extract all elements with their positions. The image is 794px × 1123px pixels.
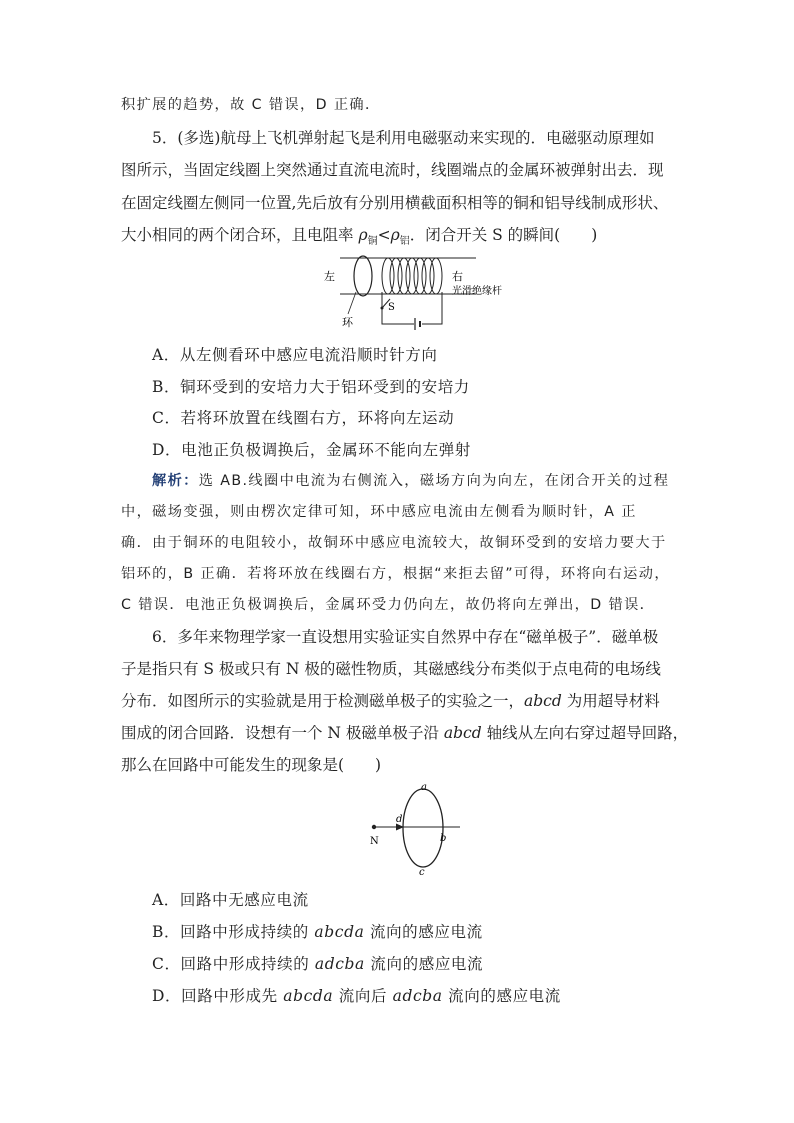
q5-line-1: 5．(多选)航母上飞机弹射起飞是利用电磁驱动来实现的．电磁驱动原理如 [152,129,655,147]
q6-line-3-pre: 分布．如图所示的实验就是用于检测磁单极子的实验之一， [121,692,525,710]
metal-ring [354,256,372,296]
rho-symbol: ρ [358,226,368,244]
label-n: N [370,836,379,847]
q6-option-d-pre: D．回路中形成先 [152,987,284,1005]
adcba-term: adcba [314,955,365,973]
q6-line-2: 子是指只有 S 极或只有 N 极的磁性物质，其磁感线分布类似于点电荷的电场线 [121,660,661,678]
label-a: a [421,782,427,793]
q5-line-4-pre: 大小相同的两个闭合环，且电阻率 [121,226,359,244]
q5-line-3: 在固定线圈左侧同一位置,先后放有分别用横截面积相等的铜和铝导线制成形状、 [121,194,669,212]
q6-option-d-post: 流向的感应电流 [442,987,561,1005]
abcda-term-2: abcda [283,987,334,1005]
adcba-term-2: adcba [392,987,443,1005]
q6-line-4 [121,723,688,743]
q6-option-d [152,986,561,1006]
monopole-loop-diagram [360,780,470,878]
label-ring: 环 [342,316,353,329]
coil-ring-diagram [318,252,520,332]
label-right: 右 [452,270,463,283]
label-left: 左 [324,270,335,283]
q6-option-b-pre: B．回路中形成持续的 [152,923,315,941]
q5-solution-line-2: 中，磁场变强，则由楞次定律可知，环中感应电流由左侧看为顺时针，A 正 [121,504,637,520]
rho-sub-copper: 铜 [367,236,378,248]
q5-option-c: C．若将环放置在线圈右方，环将向左运动 [152,409,455,427]
q6-option-b-post: 流向的感应电流 [364,923,483,941]
q5-option-a: A．从左侧看环中感应电流沿顺时针方向 [152,346,438,364]
q6-line-5: 那么在回路中可能发生的现象是( ) [121,756,382,774]
q5-solution-line-1 [152,471,669,491]
q6-option-d-mid: 流向后 [333,987,393,1005]
superconducting-loop [403,789,443,867]
label-c: c [419,867,425,878]
q5-line-4-post: ．闭合开关 S 的瞬间( ) [409,226,598,244]
solution-first: 选 AB.线圈中电流为右侧流入，磁场方向为向左，在闭合开关的过程 [198,473,670,489]
q6-option-c [152,954,483,974]
rho-sub-aluminum: 铝 [399,236,410,248]
label-switch: S [388,302,395,313]
q6-line-4-pre: 围成的闭合回路．设想有一个 N 极磁单极子沿 [121,724,444,742]
q5-option-d: D．电池正负极调换后，金属环不能向左弹射 [152,441,471,459]
switch-pivot [381,307,384,310]
circuit-wire-right [422,292,442,324]
q6-line-3 [121,691,660,711]
rho-symbol-2: ρ [390,226,400,244]
less-than: < [377,226,391,244]
q6-option-b [152,922,483,942]
q5-solution-line-4: 铝环的，B 正确．若将环放在线圈右方，根据“来拒去留”可得，环将向右运动， [121,566,670,582]
q6-option-c-post: 流向的感应电流 [364,955,484,973]
label-b: b [440,833,447,844]
label-d: d [396,814,403,825]
solution-label: 解析： [152,473,199,489]
abcd-term: abcd [524,692,562,710]
ring-leader-line [348,292,356,314]
q5-solution-line-3: 确．由于铜环的电阻较小，故铜环中感应电流较大，故铜环受到的安培力要大于 [121,535,667,551]
fixed-coil [382,258,442,294]
circuit-wire-left [382,292,414,324]
q5-line-4 [121,225,597,252]
abcda-term: abcda [314,923,365,941]
q6-line-4-post: 轴线从左向右穿过超导回路， [481,724,689,742]
q6-option-a: A．回路中无感应电流 [152,891,309,909]
q5-option-b: B．铜环受到的安培力大于铝环受到的安培力 [152,378,470,396]
abcd-term-2: abcd [443,724,482,742]
intro-line: 积扩展的趋势，故 C 错误，D 正确． [121,97,381,113]
q6-line-3-post: 为用超导材料 [561,692,660,710]
q6-option-c-pre: C．回路中形成持续的 [152,955,315,973]
q5-line-2: 图所示，当固定线圈上突然通过直流电流时，线圈端点的金属环被弹射出去．现 [121,161,664,179]
label-rod: 光滑绝缘杆 [452,286,502,297]
q6-line-1: 6．多年来物理学家一直设想用实验证实自然界中存在“磁单极子”．磁单极 [152,628,659,646]
q5-solution-line-5: C 错误．电池正负极调换后，金属环受力仍向左，故仍将向左弹出，D 错误． [121,597,656,613]
